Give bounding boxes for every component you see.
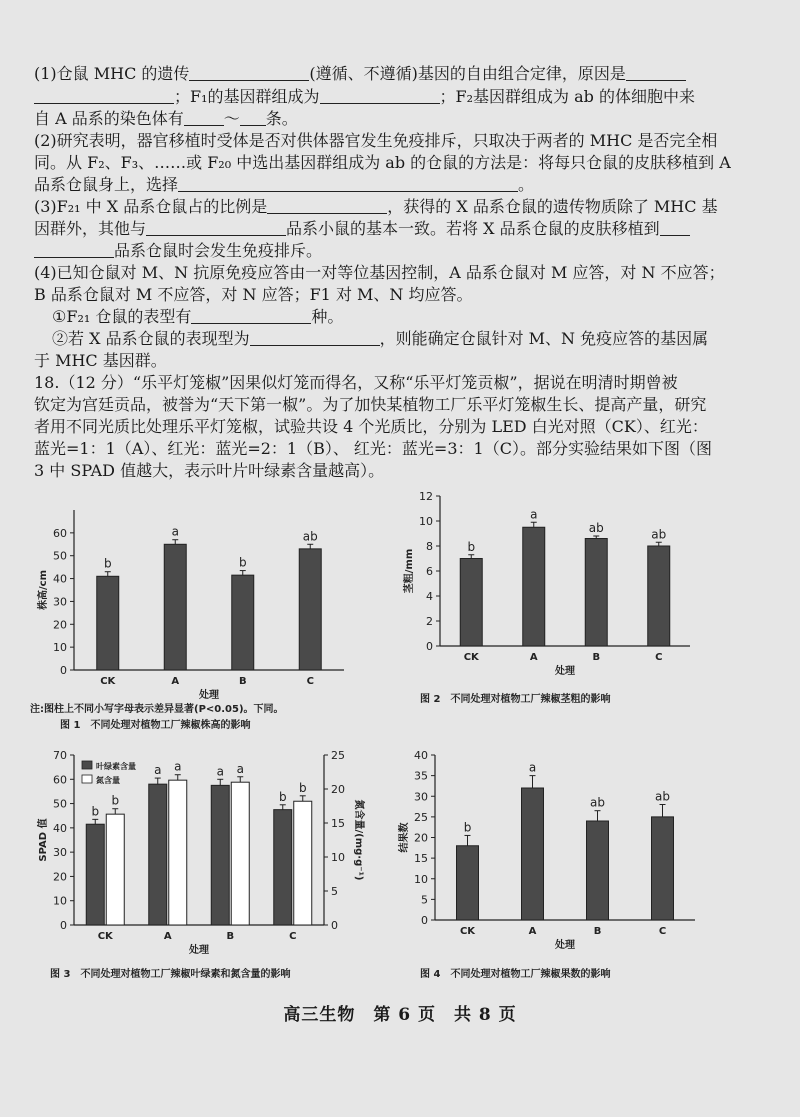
significance-letter: ab	[651, 527, 667, 542]
significance-letter: a	[154, 763, 162, 778]
bar	[232, 575, 254, 670]
q18-line1: 18.（12 分）“乐平灯笼椒”因果似灯笼而得名，又称“乐平灯笼贡椒”，据说在明清时期曾被	[34, 373, 678, 392]
x-tick-label: CK	[100, 676, 116, 687]
bar	[587, 821, 609, 920]
answer-blank[interactable]	[191, 307, 311, 324]
y-tick-label: 4	[426, 590, 433, 603]
y-tick-label: 10	[414, 872, 428, 886]
y-tick-label: 70	[53, 749, 67, 762]
x-tick-label: C	[289, 931, 297, 942]
y-tick-label: 12	[419, 490, 433, 503]
answer-blank[interactable]	[178, 175, 518, 192]
bar	[648, 546, 670, 646]
legend-swatch	[82, 761, 92, 769]
y-axis-label: 茎粗/mm	[404, 548, 415, 594]
y-tick-label: 30	[53, 595, 67, 609]
figure-2-caption: 图 2 不同处理对植物工厂辣椒茎粗的影响	[420, 694, 611, 705]
x-axis-label: 处理	[555, 940, 575, 951]
significance-letter: ab	[655, 789, 670, 804]
bar	[457, 846, 479, 920]
significance-letter: b	[467, 539, 476, 554]
figure-1-plant-height	[34, 500, 364, 700]
q17-part1-line1: (1)仓鼠 MHC 的遗传 (遵循、不遵循)基因的自由组合定律，原因是	[34, 63, 770, 85]
figure-4-fruit-count	[395, 745, 725, 955]
y-tick-label: 25	[414, 810, 428, 824]
answer-blank[interactable]	[660, 219, 690, 236]
answer-blank[interactable]	[320, 87, 440, 104]
x-tick-label: A	[528, 926, 537, 937]
significance-letter: ab	[590, 795, 605, 810]
x-tick-label: A	[529, 652, 538, 663]
legend-label: 氮含量	[96, 776, 120, 785]
x-tick-label: CK	[463, 652, 479, 663]
y-tick-label: 2	[426, 615, 433, 628]
significance-letter: b	[111, 793, 120, 808]
bar	[164, 544, 186, 670]
q17-part2-line1: (2)研究表明，器官移植时受体是否对供体器官发生免疫排斥，只取决于两者的 MHC 是否完全相	[34, 131, 718, 150]
bar	[211, 785, 229, 925]
answer-blank[interactable]	[240, 109, 266, 126]
y-tick-label: 50	[53, 797, 67, 811]
bar	[231, 782, 249, 925]
significance-letter: ab	[302, 529, 318, 544]
y-tick-label: 20	[414, 831, 428, 845]
y-tick-label: 50	[53, 549, 67, 563]
y-tick-label: 40	[53, 821, 67, 835]
figure-3-caption: 图 3 不同处理对植物工厂辣椒叶绿素和氮含量的影响	[50, 969, 291, 980]
y-tick-label: 20	[53, 870, 67, 884]
significance-letter: a	[216, 764, 224, 779]
bar	[523, 527, 545, 646]
y-tick-label: 40	[414, 749, 428, 762]
y2-tick-label: 25	[331, 749, 345, 762]
significance-letter: a	[236, 761, 244, 776]
y2-tick-label: 20	[331, 783, 345, 796]
significance-letter: a	[530, 507, 538, 522]
q17-part3-line2: 因群外，其他与 品系小鼠的基本一致。若将 X 品系仓鼠的皮肤移植到	[34, 218, 770, 240]
answer-blank[interactable]	[146, 219, 286, 236]
bar	[299, 549, 321, 670]
significance-letter: a	[528, 760, 537, 775]
figure-3-spad-nitrogen	[34, 745, 374, 955]
y-tick-label: 10	[53, 641, 67, 655]
y2-tick-label: 5	[331, 885, 338, 898]
y-tick-label: 0	[421, 914, 428, 927]
bar	[274, 810, 292, 925]
x-tick-label: B	[226, 931, 235, 942]
significance-letter: b	[298, 780, 307, 795]
significance-letter: b	[278, 789, 287, 804]
q17-part1-line3: 自 A 品系的染色体有 ～ 条。	[34, 109, 298, 128]
page-footer: 高三生物 第 6 页 共 8 页	[283, 1005, 517, 1025]
q18-line3: 者用不同光质比处理乐平灯笼椒，试验共设 4 个光质比，分别为 LED 白光对照（CK）、红光：	[34, 417, 708, 436]
q17-part4-line1: (4)已知仓鼠对 M、N 抗原免疫应答由一对等位基因控制，A 品系仓鼠对 M 应答，对 N 不应答；	[34, 263, 725, 282]
y-tick-label: 60	[53, 526, 67, 540]
q18-line4: 蓝光=1：1（A）、红光：蓝光=2：1（B）、 红光：蓝光=3：1（C）。部分实验结果如下图（图	[34, 439, 712, 458]
legend-label: 叶绿素含量	[96, 762, 136, 771]
y-axis-label: 结果数	[399, 822, 410, 853]
y-tick-label: 0	[60, 919, 67, 932]
answer-blank[interactable]	[189, 64, 309, 81]
figure-1-note: 注:图柱上不同小写字母表示差异显著(P<0.05)。下同。	[30, 704, 284, 715]
bar	[149, 784, 167, 925]
y-tick-label: 40	[53, 572, 67, 586]
x-tick-label: CK	[97, 931, 113, 942]
figure-2-stem-diameter	[400, 486, 720, 686]
x-tick-label: C	[655, 652, 663, 663]
answer-blank[interactable]	[34, 87, 174, 104]
x-tick-label: B	[238, 676, 247, 687]
x-tick-label: A	[171, 676, 180, 687]
bar	[86, 824, 104, 925]
y-tick-label: 20	[53, 618, 67, 632]
x-axis-label: 处理	[555, 666, 575, 677]
q18-line5: 3 中 SPAD 值越大，表示叶片叶绿素含量越高）。	[34, 461, 385, 480]
y-tick-label: 30	[414, 790, 428, 804]
y-axis-label: 株高/cm	[38, 570, 49, 610]
q17-part3-line1: (3)F₂₁ 中 X 品系仓鼠占的比例是 ，获得的 X 品系仓鼠的遗传物质除了 MHC 基	[34, 197, 718, 216]
bar	[460, 559, 482, 647]
y-tick-label: 6	[426, 565, 433, 578]
x-tick-label: CK	[459, 926, 476, 937]
bar	[652, 817, 674, 920]
y-tick-label: 15	[414, 852, 428, 866]
y-tick-label: 0	[60, 664, 67, 677]
x-tick-label: C	[658, 926, 667, 937]
bar	[294, 801, 312, 925]
x-axis-label: 处理	[199, 690, 219, 701]
q17-part2-line2: 同。从 F₂、F₃、……或 F₂₀ 中选出基因群组成为 ab 的仓鼠的方法是：将每只仓鼠的皮肤移植到 A	[34, 153, 731, 172]
bar	[106, 814, 124, 925]
x-tick-label: B	[592, 652, 601, 663]
q17-part3-line3: 品系仓鼠时会发生免疫排斥。	[34, 240, 770, 262]
y-tick-label: 8	[426, 540, 433, 553]
y-tick-label: 30	[53, 846, 67, 860]
y2-axis-label: 氮含量/(mg·g⁻¹)	[353, 799, 364, 881]
y2-tick-label: 0	[331, 919, 338, 932]
x-tick-label: C	[306, 676, 314, 687]
figure-1-caption: 图 1 不同处理对植物工厂辣椒株高的影响	[60, 720, 251, 731]
answer-blank[interactable]	[184, 109, 224, 126]
y2-tick-label: 15	[331, 817, 345, 830]
legend-swatch	[82, 775, 92, 783]
bar	[522, 788, 544, 920]
y-tick-label: 60	[53, 773, 67, 787]
significance-letter: a	[171, 524, 179, 539]
y-tick-label: 10	[419, 515, 433, 528]
q17-part4-line3: ①F₂₁ 仓鼠的表型有 种。	[52, 307, 344, 326]
bar	[585, 539, 607, 647]
answer-blank[interactable]	[34, 241, 114, 258]
answer-blank[interactable]	[626, 64, 686, 81]
q18-line2: 钦定为宫廷贡品，被誉为“天下第一椒”。为了加快某植物工厂乐平灯笼椒生长、提高产量，研究	[34, 395, 707, 414]
significance-letter: b	[103, 556, 112, 571]
y-tick-label: 35	[414, 769, 428, 783]
x-axis-label: 处理	[189, 945, 209, 956]
y-tick-label: 10	[53, 894, 67, 908]
y2-tick-label: 10	[331, 851, 345, 864]
significance-letter: a	[174, 759, 182, 774]
q17-part4-line2: B 品系仓鼠对 M 不应答，对 N 应答；F1 对 M、N 均应答。	[34, 285, 473, 304]
answer-blank[interactable]	[267, 197, 387, 214]
q17-part2-line3: 品系仓鼠身上，选择 。	[34, 175, 535, 194]
bar	[169, 780, 187, 925]
y-axis-label: SPAD 值	[38, 818, 49, 862]
bar	[97, 576, 119, 670]
answer-blank[interactable]	[250, 329, 380, 346]
x-tick-label: A	[163, 931, 172, 942]
significance-letter: b	[91, 804, 100, 819]
significance-letter: b	[238, 555, 247, 570]
significance-letter: b	[463, 820, 472, 835]
significance-letter: ab	[588, 521, 604, 535]
x-tick-label: B	[593, 926, 602, 937]
y-tick-label: 0	[426, 640, 433, 653]
q17-part4-line5: 于 MHC 基因群。	[34, 351, 167, 370]
y-tick-label: 5	[421, 893, 428, 907]
q17-part1-line2: ；F₁的基因群组成为 ；F₂基因群组成为 ab 的体细胞中来	[34, 86, 770, 108]
q17-part4-line4: ②若 X 品系仓鼠的表现型为 ，则能确定仓鼠针对 M、N 免疫应答的基因属	[52, 329, 709, 348]
figure-4-caption: 图 4 不同处理对植物工厂辣椒果数的影响	[420, 969, 611, 980]
